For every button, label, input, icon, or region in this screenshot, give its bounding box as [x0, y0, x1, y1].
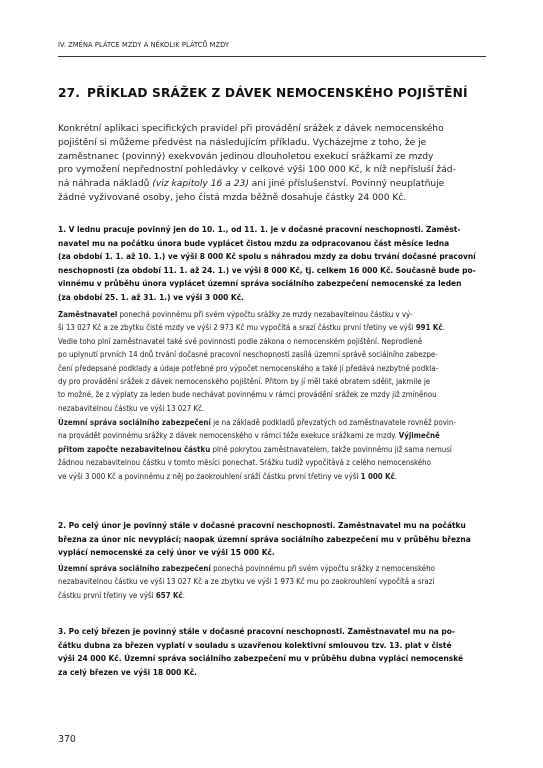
- bold-term: přitom započte nezabavitelnou částku: [58, 444, 211, 454]
- section-1-heading-line: (za období 1. 1. až 10. 1.) ve výši 8 000 Kč spolu s náhradou mzdy za dobu trvání dočasné pracovní: [58, 251, 476, 262]
- section-2-heading: [58, 519, 488, 560]
- bold-term: Zaměstnavatel: [58, 310, 118, 319]
- chapter-title: [58, 86, 498, 100]
- bold-term: Územní správa sociálního zabezpečení: [58, 418, 211, 427]
- intro-paragraph: [58, 123, 488, 206]
- section-2-ossz-paragraph: [58, 562, 488, 602]
- section-3-heading-line: výši 24 000 Kč. Územní správa sociálního zabezpečení mu v průběhu dubna vyplácí nemocenské: [58, 653, 464, 664]
- section-1-ossz-paragraph: [58, 416, 488, 483]
- section-2-heading-line: března za únor nic nevyplácí; naopak územní správa sociálního zabezpečení mu v průběhu března: [58, 533, 471, 544]
- section-1-ossz-paragraph-line: ve výši 3 000 Kč a povinnému z něj po zaokrouhlení sráží částku první třetiny ve výši 1 000 Kč.: [58, 471, 398, 481]
- intro-line: Konkrétní aplikaci specifických pravidel při provádění srážek z dávek nemocenského: [58, 124, 444, 134]
- bold-amount: 1 000 Kč: [360, 471, 395, 481]
- section-1-employer-paragraph-line: po uplynutí prvních 14 dnů trvání dočasné pracovní neschopnosti zasílá územní správě sociálního zabezpe-: [58, 350, 438, 360]
- intro-line: pojištění si můžeme předvést na následujícím příkladu. Vycházejme z toho, že je: [58, 137, 427, 148]
- section-1-heading: [58, 223, 488, 305]
- page-number: 370: [58, 734, 76, 745]
- bold-amount: 991 Kč: [415, 323, 443, 333]
- section-2-heading-line: vyplácí nemocenské za celý únor ve výši 15 000 Kč.: [58, 547, 275, 558]
- header-divider: [58, 56, 486, 57]
- chapter-title-text: PŘÍKLAD SRÁŽEK Z DÁVEK NEMOCENSKÉHO POJIŠTĚNÍ: [87, 86, 468, 100]
- bold-amount: Výjimečně: [398, 431, 440, 441]
- section-3-heading-line: čátku dubna za březen vyplatí v souladu s uzavřenou kolektivní smlouvou tzv. 13. plat v čisté: [58, 639, 452, 650]
- section-1-ossz-paragraph-line: na provádět povinnému srážky z dávek nemocenského v rámci téže exekuce srážkami ze mzdy. Výjimečně: [58, 431, 440, 441]
- section-1-ossz-paragraph-line: žádnou nezabavitelnou částku v tomto měsíci ponechat. Srážku tudíž vypočítává z celého nemocenského: [58, 458, 431, 468]
- section-1-employer-paragraph-line: nezabavitelnou částku ve výši 13 027 Kč.: [58, 403, 205, 413]
- running-head: IV. ZMĚNA PLÁTCE MZDY A NĚKOLIK PLÁTCŮ MZDY: [58, 40, 230, 49]
- section-2-ossz-paragraph-line: částku první třetiny ve výši 657 Kč.: [58, 590, 185, 600]
- section-1-employer-paragraph: [58, 308, 488, 415]
- section-1-heading-line: 1. V lednu pracuje povinný jen do 10. 1., od 11. 1. je v dočasné pracovní neschopnosti. Zaměst-: [58, 224, 461, 234]
- chapter-number: 27.: [58, 86, 81, 100]
- section-1-ossz-paragraph-line: přitom započte nezabavitelnou částku plně pokrytou zaměstnavatelem, takže povinnému již sama nemusí: [58, 444, 452, 454]
- section-3-heading: [58, 625, 488, 679]
- section-1-employer-paragraph-line: to možné, že z výplaty za leden bude nechávat povinnému v rámci provádění srážek ze mzdy již zmíněnou: [58, 390, 437, 400]
- section-1-employer-paragraph-line: čení předepsané podklady a údaje potřebné pro výpočet nemocenského a také jí předává nezbytné podkla-: [58, 363, 439, 373]
- section-1-employer-paragraph-line: dy pro provádění srážek z dávek nemocenského pojištění. Přitom by jí měl také obratem sdělit, jakmile je: [58, 377, 431, 387]
- section-2-ossz-paragraph-line: Územní správa sociálního zabezpečení ponechá povinnému při svém výpočtu srážky z nemocenského: [58, 564, 435, 573]
- section-1-employer-paragraph-line: Vedle toho plní zaměstnavatel také své povinnosti podle zákona o nemocenském pojištění. Neprodleně: [58, 336, 423, 346]
- section-3-heading-line: za celý březen ve výši 18 000 Kč.: [58, 666, 197, 677]
- intro-line: ná náhrada nákladů (viz kapitoly 16 a 23) ani jiné příslušenství. Povinný neuplatňuje: [58, 179, 445, 190]
- chapter-reference: (viz kapitoly 16 a 23): [152, 179, 249, 190]
- intro-line: zaměstnanec (povinný) exekvován jedinou dlouholetou exekucí srážkami ze mzdy: [58, 151, 434, 162]
- intro-line: pro vymožení nepřednostní pohledávky v celkové výši 100 000 Kč, k níž nepřísluší žád-: [58, 165, 456, 176]
- section-3-heading-line: 3. Po celý březen je povinný stále v dočasné pracovní neschopnosti. Zaměstnavatel mu na po-: [58, 626, 456, 636]
- section-1-employer-paragraph-line: ši 13 027 Kč a ze zbytku čisté mzdy ve výši 2 973 Kč mu vypočítá a srazí částku první třetiny ve výši 991 Kč.: [58, 323, 445, 333]
- bold-term: Územní správa sociálního zabezpečení: [58, 564, 211, 573]
- section-2-ossz-paragraph-line: nezabavitelnou částku ve výši 13 027 Kč a ze zbytku ve výši 1 973 Kč mu po zaokrouhlení vypočítá a srazí: [58, 577, 435, 587]
- intro-line: žádné vyživované osoby, jeho čistá mzda běžně dosahuje částky 24 000 Kč.: [58, 192, 407, 203]
- bold-amount: 657 Kč: [155, 590, 183, 600]
- section-2-heading-line: 2. Po celý únor je povinný stále v dočasné pracovní neschopnosti. Zaměstnavatel mu na počátku: [58, 520, 466, 530]
- section-1-employer-paragraph-line: Zaměstnavatel ponechá povinnému při svém výpočtu srážky ze mzdy nezabavitelnou částku v vý-: [58, 310, 413, 319]
- section-1-heading-line: neschopnosti (za období 11. 1. až 24. 1.) ve výši 8 000 Kč, tj. celkem 16 000 Kč. Současně bude po-: [58, 264, 476, 275]
- section-1-heading-line: (za období 25. 1. až 31. 1.) ve výši 3 000 Kč.: [58, 291, 244, 302]
- section-1-heading-line: navatel mu na počátku února bude vyplácet čistou mzdu za odpracovanou část měsíce ledna: [58, 237, 450, 248]
- section-1-heading-line: vinnému v průběhu února vyplácet územní správa sociálního zabezpečení nemocenské za leden: [58, 278, 462, 289]
- section-1-ossz-paragraph-line: Územní správa sociálního zabezpečení je na základě podkladů převzatých od zaměstnavatele rovněž povin-: [58, 418, 456, 427]
